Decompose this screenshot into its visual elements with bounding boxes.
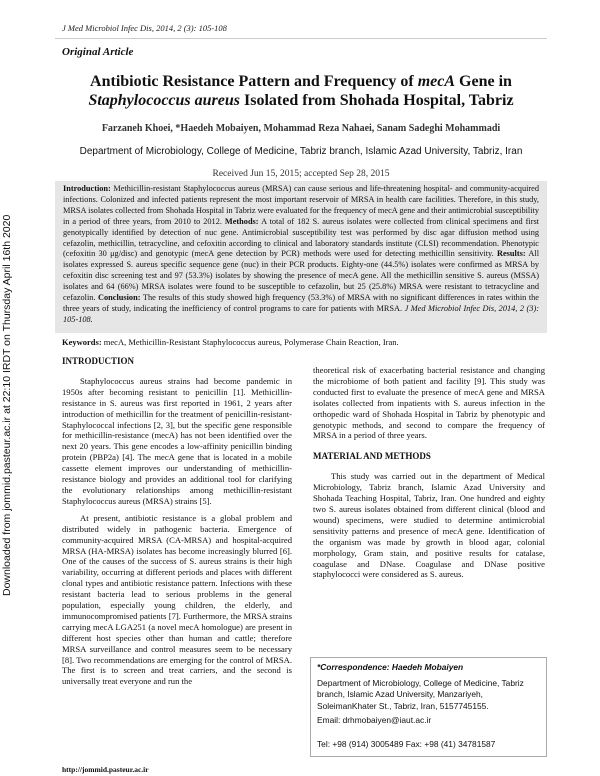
- title-gene: mecA: [417, 73, 456, 90]
- title-part3: Isolated from Shohada Hospital, Tabriz: [240, 92, 514, 109]
- introduction-paragraph-3: theoretical risk of exacerbating bacterial resistance and changing the microbiome of both patient and facility [9]. This study was conducted first to evaluate the presence of mecA gene and MRSA isolates collected from inpatients with S. aureus infection in the orthopedic ward of Shohada Hospital in Tabriz by phenotypic and genotypic methods, and second to compare the frequency of MRSA in a period of three years.: [313, 365, 545, 441]
- methods-paragraph-1: This study was carried out in the department of Medical Microbiology, Tabriz branch, Islamic Azad University and Shohada Teaching Hospital, Tabriz, Iran. One hundred and eighty two S. aureus isolates obtained from different clinical (blood and wound) specimens, were studied to determine antimicrobial sensitivity patterns and presence of mecA gene. Identification of the organism was made by growth in blood agar, colonial morphology, Gram stain, and positive results for catalase, coagulase and DNase. Coagulase and DNase positive staphylococci were considered as S. aureus.: [313, 471, 545, 580]
- abstract-conclusion: The results of this study showed high frequency (53.3%) of MRSA with no significant differences in rates within the three years of study, indicating the inefficiency of control programs to care for patients with MRSA.: [63, 293, 539, 313]
- title-part1: Antibiotic Resistance Pattern and Frequency of: [90, 73, 418, 90]
- received-accepted-dates: Received Jun 15, 2015; accepted Sep 28, 2015: [212, 169, 390, 179]
- abstract-methods-label: Methods:: [224, 216, 259, 226]
- right-column: [313, 346, 545, 586]
- correspondence-address: Department of Microbiology, College of Medicine, Tabriz branch, Islamic Azad University, Manzariyeh, SoleimanKhater St., Tabriz, Iran, 5157745155.: [317, 677, 524, 711]
- title-part2: Gene in: [455, 73, 512, 90]
- introduction-paragraph-2: At present, antibiotic resistance is a global problem and distributed widely in pathogenic bacteria. Emergence of community-acquired MRSA (CA-MRSA) and hospital-acquired MRSA (HA-MRSA) isolates has become increasingly blurred [6]. One of the causes of the success of S. aureus strains is their high variability, occurring at different periods and places with different clonal types and antibiotic resistance pattern. Infections with these resistant bacteria lead to serious problems in the general population, especially young children, the elderly, and immunocompromised patients [7]. Furthermore, the MRSA strains carrying mecA LGA251 (a novel mecA homologue) are present in different host species other than human and cattle; therefore MRSA surveillance and control measures seem to be necessary [8]. Two recommendations are emerging for the control of MRSA. The first is to screen and treat carriers, and the second is universally treat everyone and run the: [62, 512, 292, 687]
- abstract-conclusion-label: Conclusion:: [98, 293, 141, 303]
- introduction-paragraph-1: Staphylococcus aureus strains had become pandemic in 1950s after becoming resistant to penicillin [1]. Methicillin-resistance in S. aureus was first reported in 1961, 2 years after introduction of methicillin for the treatment of penicillin-resistant-Staphylococcal infections [2, 3], but the specific gene responsible for methicillin-resistance (mecA) has not been identified over the next 20 years. This gene encodes a low-affinity penicillin binding protein (PBP2a) [4]. The mecA gene that is located in a mobile cassette element improves our understanding of methicillin-resistance biology and provides an additional tool for clarifying the evolutionary relationships among methicillin-resistant Staphylococcus aureus (MRSA) strains [5].: [62, 375, 292, 506]
- download-watermark: Downloaded from jommid.pasteur.ac.ir at 22:10 IRDT on Thursday April 16th 2020: [1, 214, 13, 596]
- affiliation: Department of Microbiology, College of Medicine, Tabriz branch, Islamic Azad University, Tabriz, Iran: [79, 146, 523, 157]
- footer-url[interactable]: http://jommid.pasteur.ac.ir: [62, 765, 149, 774]
- correspondence-phone: Tel: +98 (914) 3005489 Fax: +98 (41) 34781587: [317, 738, 496, 749]
- title-organism: Staphylococcus aureus: [88, 92, 241, 109]
- header-rule: [55, 38, 547, 39]
- methods-heading: MATERIAL AND METHODS: [313, 451, 431, 462]
- abstract-results: All isolates expressed S. aureus specific sequence gene (nuc) in their PCR products. Eighty-one (44.5%) isolates were confirmed as MRSA by cefoxitin disc screening test and 97 (53.3%) isolates by showing the presence of mecA gene. All the methicillin sensitive S. aureus (MSSA) isolates and 64 (66%) MRSA isolates were found to be susceptible to cefazolin, but 25 (25.8%) MRSA were resistant to tetracycline and cefazolin.: [63, 249, 539, 303]
- left-column: [62, 346, 292, 693]
- abstract-results-label: Results:: [497, 249, 526, 259]
- abstract-intro-label: Introduction:: [63, 184, 111, 193]
- abstract-intro: Methicillin-resistant Staphylococcus aureus (MRSA) can cause serious and life-threatening hospital- and community-acquired infections. Colonized and infected patients represent the most important reservoir of MRSA in health care facilities. Therefore, in this study, MRSA isolates collected from Shohada Hospital in Tabriz were evaluated for the frequency of mecA gene and their antimicrobial susceptibility in a period of three years, from 2010 to 2012.: [63, 184, 539, 226]
- abstract-methods: A total of 182 S. aureus isolates were collected from clinical specimens and first genotypically identified by detection of nuc gene. Antimicrobial susceptibility test was performed by disc agar diffusion method using cefazolin, methicillin, tetracycline, and cefoxitin according to clinical and laboratory standards institute (CLSI) recommendation. Phenotypic (cefoxitin 30 μg/disc) and genotypic (mecA gene detection by PCR) methods were used for detecting methicillin sensitivity.: [63, 216, 539, 259]
- abstract-citation: J Med Microbiol Infec Dis, 2014, 2 (3): 105-108.: [63, 303, 539, 324]
- correspondence-box: [310, 657, 547, 757]
- keywords-text: mecA, Methicillin-Resistant Staphylococcus aureus, Polymerase Chain Reaction, Iran.: [101, 337, 399, 347]
- correspondence-email[interactable]: Email: drhmobaiyen@iaut.ac.ir: [317, 715, 432, 725]
- paper-title: [60, 72, 542, 110]
- journal-header: J Med Microbiol Infec Dis, 2014, 2 (3): 105-108: [62, 23, 227, 33]
- abstract: [55, 181, 547, 333]
- keywords-label: Keywords:: [62, 337, 102, 347]
- introduction-heading: INTRODUCTION: [62, 356, 135, 366]
- author-list: Farzaneh Khoei, *Haedeh Mobaiyen, Mohammad Reza Nahaei, Sanam Sadeghi Mohammadi: [101, 123, 501, 134]
- correspondence-title: *Correspondence: Haedeh Mobaiyen: [317, 662, 464, 672]
- article-type: Original Article: [62, 46, 134, 58]
